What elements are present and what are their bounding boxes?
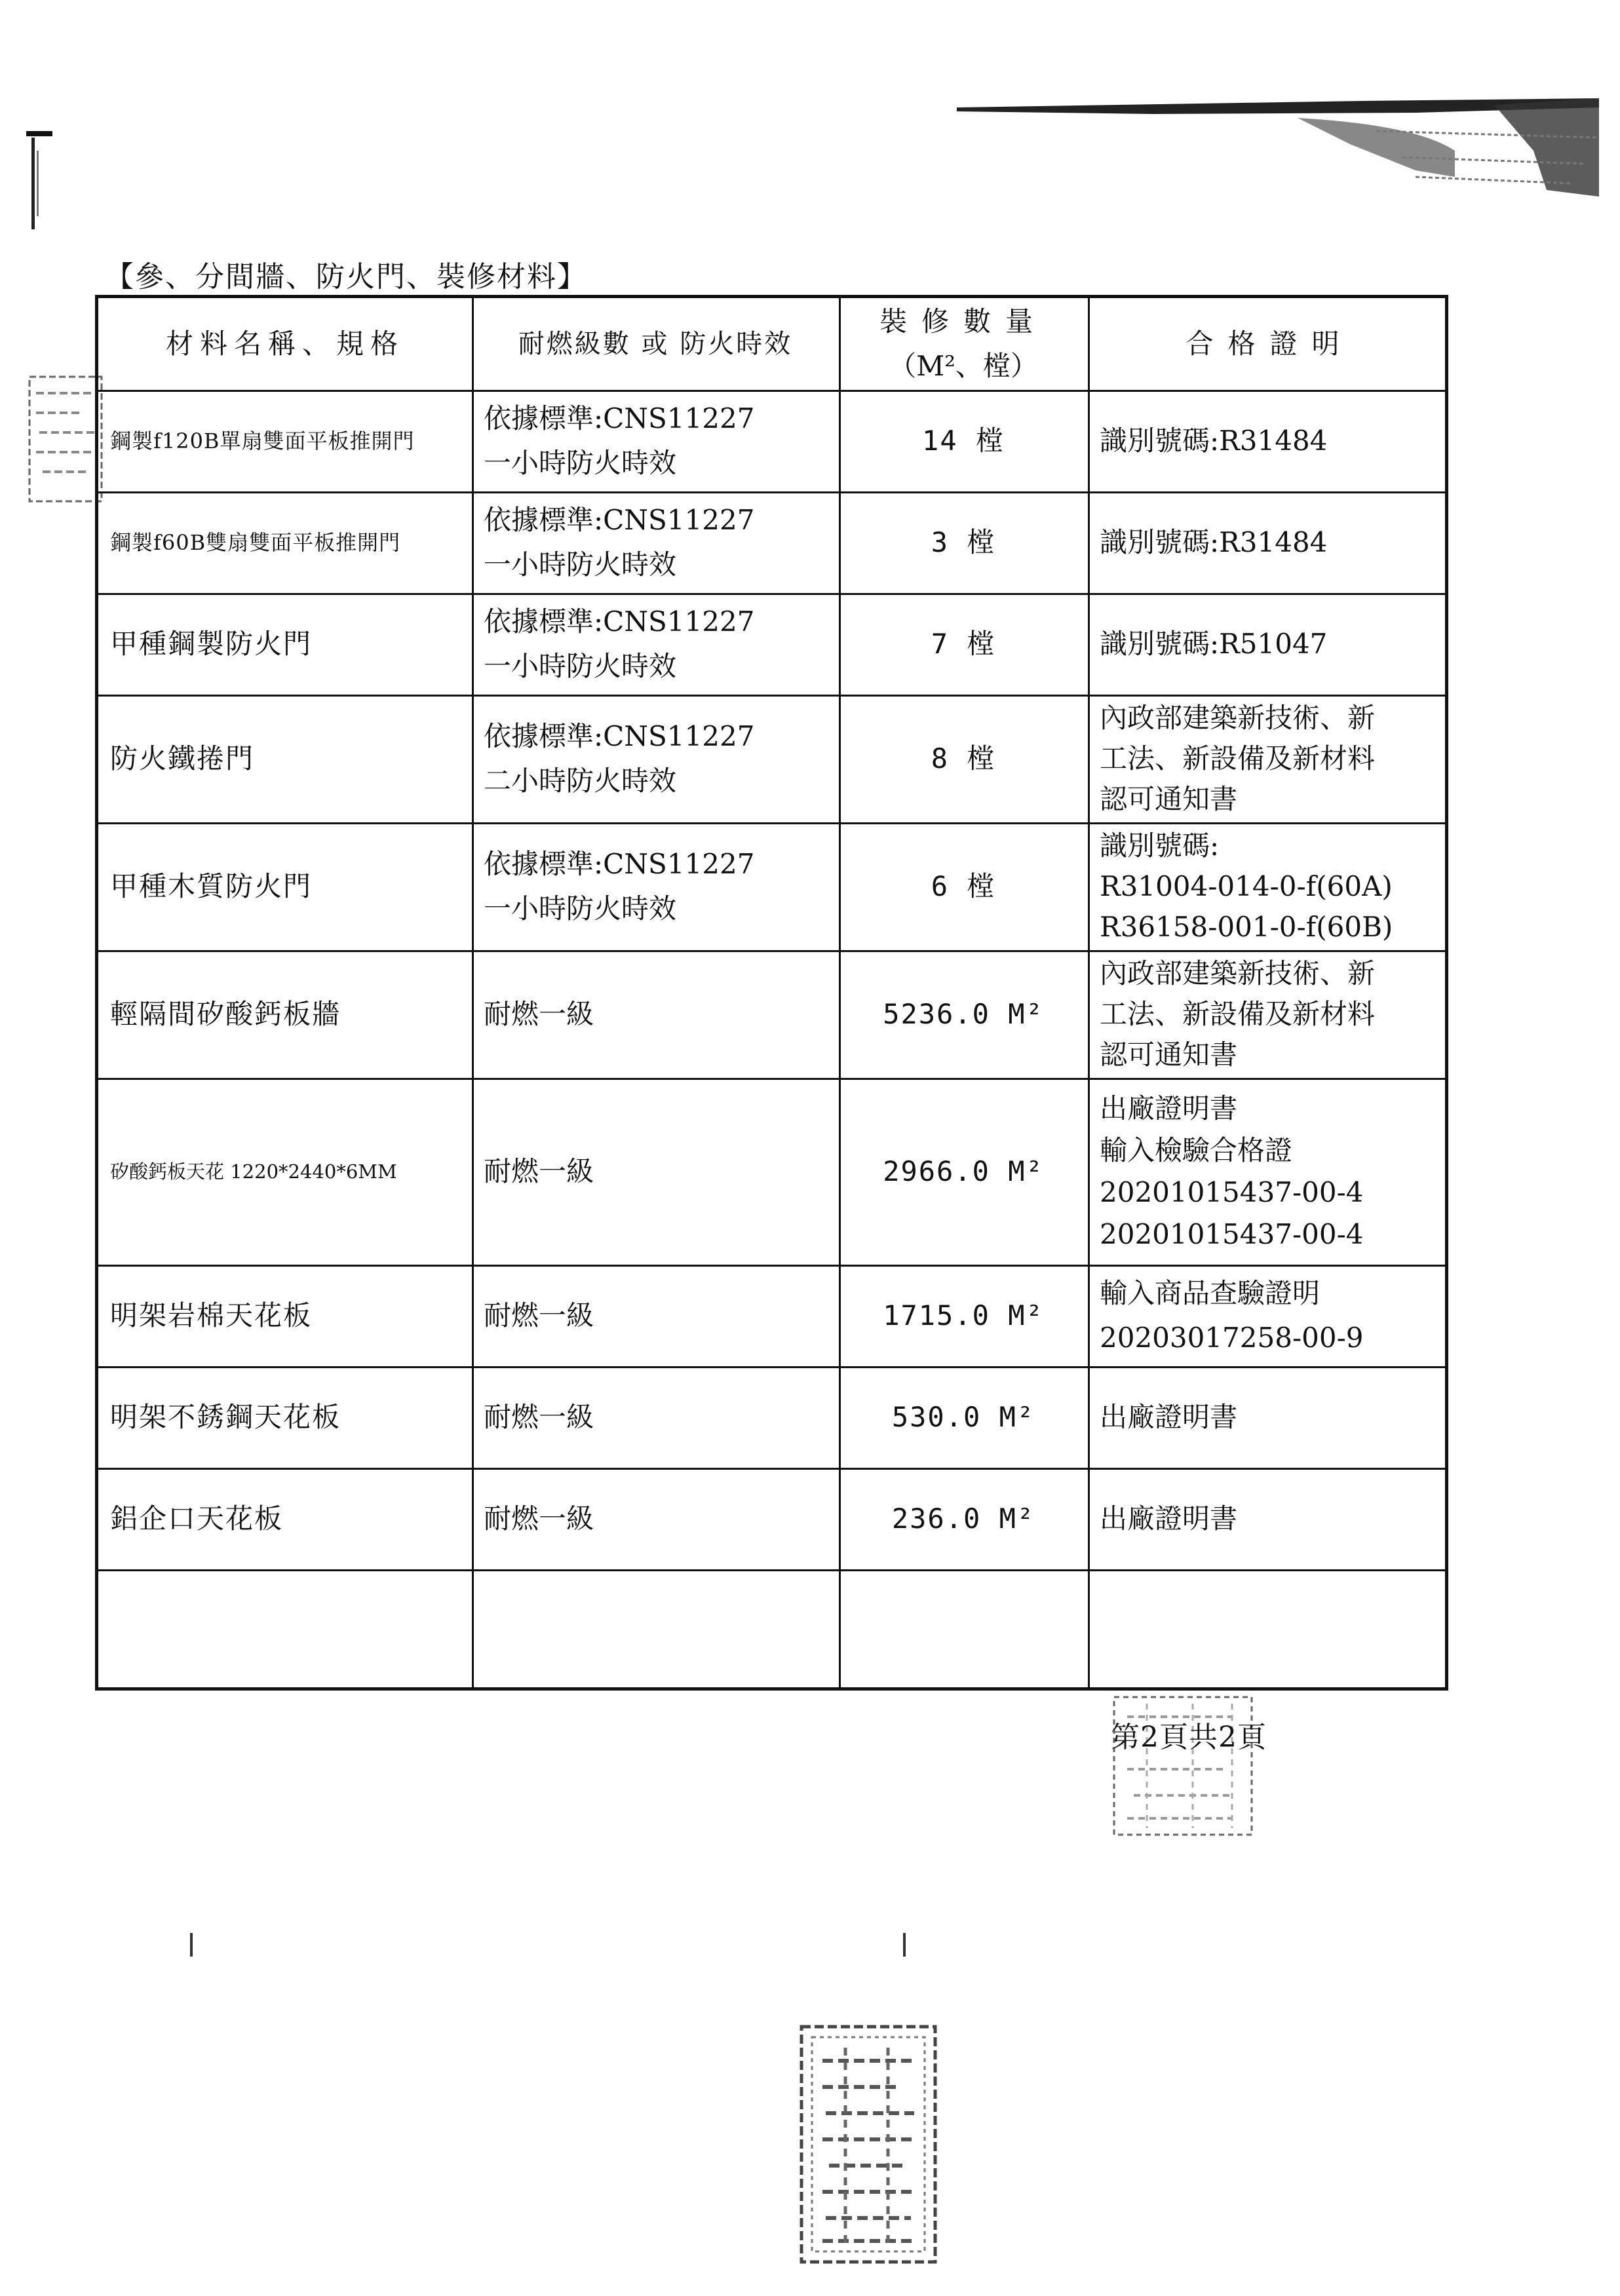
material-name: 明架不銹鋼天花板 [110, 1400, 341, 1433]
quantity-cell [839, 1265, 1088, 1366]
rating-cell [472, 1265, 839, 1366]
certificate-line: 認可通知書 [1100, 782, 1238, 815]
quantity-unit: M² [1008, 1299, 1044, 1331]
quantity-cell [839, 593, 1088, 695]
quantity-unit: 樘 [967, 742, 996, 775]
rating-cell [472, 1078, 839, 1265]
certificate-line: 識別號碼: [1100, 829, 1220, 862]
certificate-cell [1088, 1078, 1452, 1265]
material-name: 鋼製f60B雙扇雙面平板推開門 [110, 529, 401, 555]
certificate-cell [1088, 695, 1452, 822]
rating-cell [472, 491, 839, 593]
material-name: 防火鐵捲門 [110, 742, 255, 775]
rating-cell [472, 593, 839, 695]
quantity-value: 1715.0 [883, 1299, 990, 1331]
certificate-line: 輸入商品查驗證明 [1100, 1276, 1321, 1309]
certificate-line: 內政部建築新技術、新 [1100, 957, 1376, 989]
rating-line: 依據標準:CNS11227 [484, 719, 755, 752]
quantity-value: 236.0 [891, 1502, 982, 1535]
quantity-cell [839, 1366, 1088, 1468]
header-quantity [839, 298, 1088, 390]
scan-mark [903, 1933, 906, 1957]
quantity-unit: 樘 [967, 526, 996, 558]
material-name: 矽酸鈣板天花 1220*2440*6MM [110, 1160, 397, 1183]
certificate-line: 20203017258-00-9 [1100, 1321, 1364, 1354]
scan-mark [190, 1933, 193, 1957]
certificate-cell [1088, 491, 1452, 593]
quantity-unit: M² [1008, 997, 1044, 1030]
certificate-cell [1088, 822, 1452, 950]
quantity-cell [839, 695, 1088, 822]
quantity-value: 2966.0 [883, 1155, 990, 1187]
quantity-cell [839, 491, 1088, 593]
rating-line: 依據標準:CNS11227 [484, 605, 755, 638]
page-number: 第2頁共2頁 [1111, 1721, 1267, 1754]
quantity-cell [839, 950, 1088, 1078]
rating-line: 一小時防火時效 [484, 649, 677, 682]
certificate-cell [1088, 1366, 1452, 1468]
certificate-cell [1088, 950, 1452, 1078]
quantity-unit: M² [1008, 1155, 1044, 1187]
header-rating: 耐燃級數 或 防火時效 [518, 329, 793, 359]
material-name: 甲種鋼製防火門 [110, 627, 313, 660]
certificate-line: 識別號碼:R31484 [1100, 424, 1328, 457]
certificate-line: 出廠證明書 [1100, 1502, 1238, 1535]
certificate-line: 20201015437-00-4 [1100, 1217, 1364, 1250]
row-divider [98, 1569, 1445, 1571]
quantity-value: 6 [931, 870, 949, 902]
rating-line: 耐燃一級 [484, 997, 594, 1030]
certificate-line: 工法、新設備及新材料 [1100, 997, 1376, 1030]
scan-noise-top [957, 98, 1599, 197]
material-name: 明架岩棉天花板 [110, 1299, 313, 1331]
material-name: 輕隔間矽酸鈣板牆 [110, 997, 341, 1030]
certificate-line: 出廠證明書 [1100, 1092, 1238, 1124]
header-quantity-title: 裝修數量 [879, 305, 1047, 337]
quantity-unit: M² [999, 1502, 1035, 1535]
certificate-line: R36158-001-0-f(60B) [1100, 910, 1393, 943]
certificate-line: 輸入檢驗合格證 [1100, 1134, 1293, 1166]
rating-line: 依據標準:CNS11227 [484, 402, 755, 434]
section-title: 【參、分間牆、防火門、裝修材料】 [105, 260, 587, 294]
quantity-value: 7 [931, 627, 949, 660]
certificate-cell [1088, 1265, 1452, 1366]
quantity-cell [839, 1468, 1088, 1569]
header-material-name: 材料名稱、規格 [165, 328, 404, 360]
quantity-cell [839, 822, 1088, 950]
scan-noise-left [26, 124, 52, 242]
material-name: 鋁企口天花板 [110, 1502, 284, 1535]
certificate-line: 識別號碼:R31484 [1100, 526, 1328, 558]
rating-line: 二小時防火時效 [484, 764, 677, 797]
header-quantity-unit: （M²、樘） [889, 350, 1038, 382]
rating-line: 依據標準:CNS11227 [484, 847, 755, 880]
rating-cell [472, 695, 839, 822]
rating-line: 耐燃一級 [484, 1400, 594, 1433]
certificate-cell [1088, 390, 1452, 491]
certificate-line: 識別號碼:R51047 [1100, 627, 1328, 660]
certificate-cell [1088, 593, 1452, 695]
rating-line: 一小時防火時效 [484, 446, 677, 479]
certificate-line: R31004-014-0-f(60A) [1100, 870, 1393, 902]
quantity-value: 530.0 [891, 1400, 982, 1433]
rating-cell [472, 822, 839, 950]
bottom-seal-stamp [796, 2021, 940, 2267]
quantity-unit: 樘 [967, 870, 996, 902]
quantity-unit: 樘 [975, 424, 1005, 457]
material-name: 甲種木質防火門 [110, 870, 313, 902]
rating-line: 一小時防火時效 [484, 892, 677, 925]
rating-line: 耐燃一級 [484, 1299, 594, 1331]
rating-cell [472, 1468, 839, 1569]
header-certificate: 合格證明 [1186, 328, 1354, 360]
quantity-value: 14 [922, 424, 958, 457]
rating-cell [472, 950, 839, 1078]
certificate-line: 20201015437-00-4 [1100, 1176, 1364, 1208]
rating-cell [472, 390, 839, 491]
quantity-cell [839, 1078, 1088, 1265]
rating-line: 耐燃一級 [484, 1502, 594, 1535]
materials-table [95, 295, 1448, 1691]
rating-line: 依據標準:CNS11227 [484, 503, 755, 536]
rating-line: 耐燃一級 [484, 1155, 594, 1187]
quantity-cell [839, 390, 1088, 491]
certificate-line: 出廠證明書 [1100, 1400, 1238, 1433]
quantity-value: 5236.0 [883, 997, 990, 1030]
rating-cell [472, 1366, 839, 1468]
quantity-value: 3 [931, 526, 949, 558]
partial-seal-stamp-left [26, 373, 105, 505]
rating-line: 一小時防火時效 [484, 548, 677, 581]
quantity-value: 8 [931, 742, 949, 775]
material-name: 鋼製f120B單扇雙面平板推開門 [110, 428, 415, 453]
certificate-line: 工法、新設備及新材料 [1100, 742, 1376, 775]
quantity-unit: M² [999, 1400, 1035, 1433]
quantity-unit: 樘 [967, 627, 996, 660]
certificate-cell [1088, 1468, 1452, 1569]
certificate-line: 認可通知書 [1100, 1038, 1238, 1071]
certificate-line: 內政部建築新技術、新 [1100, 701, 1376, 734]
